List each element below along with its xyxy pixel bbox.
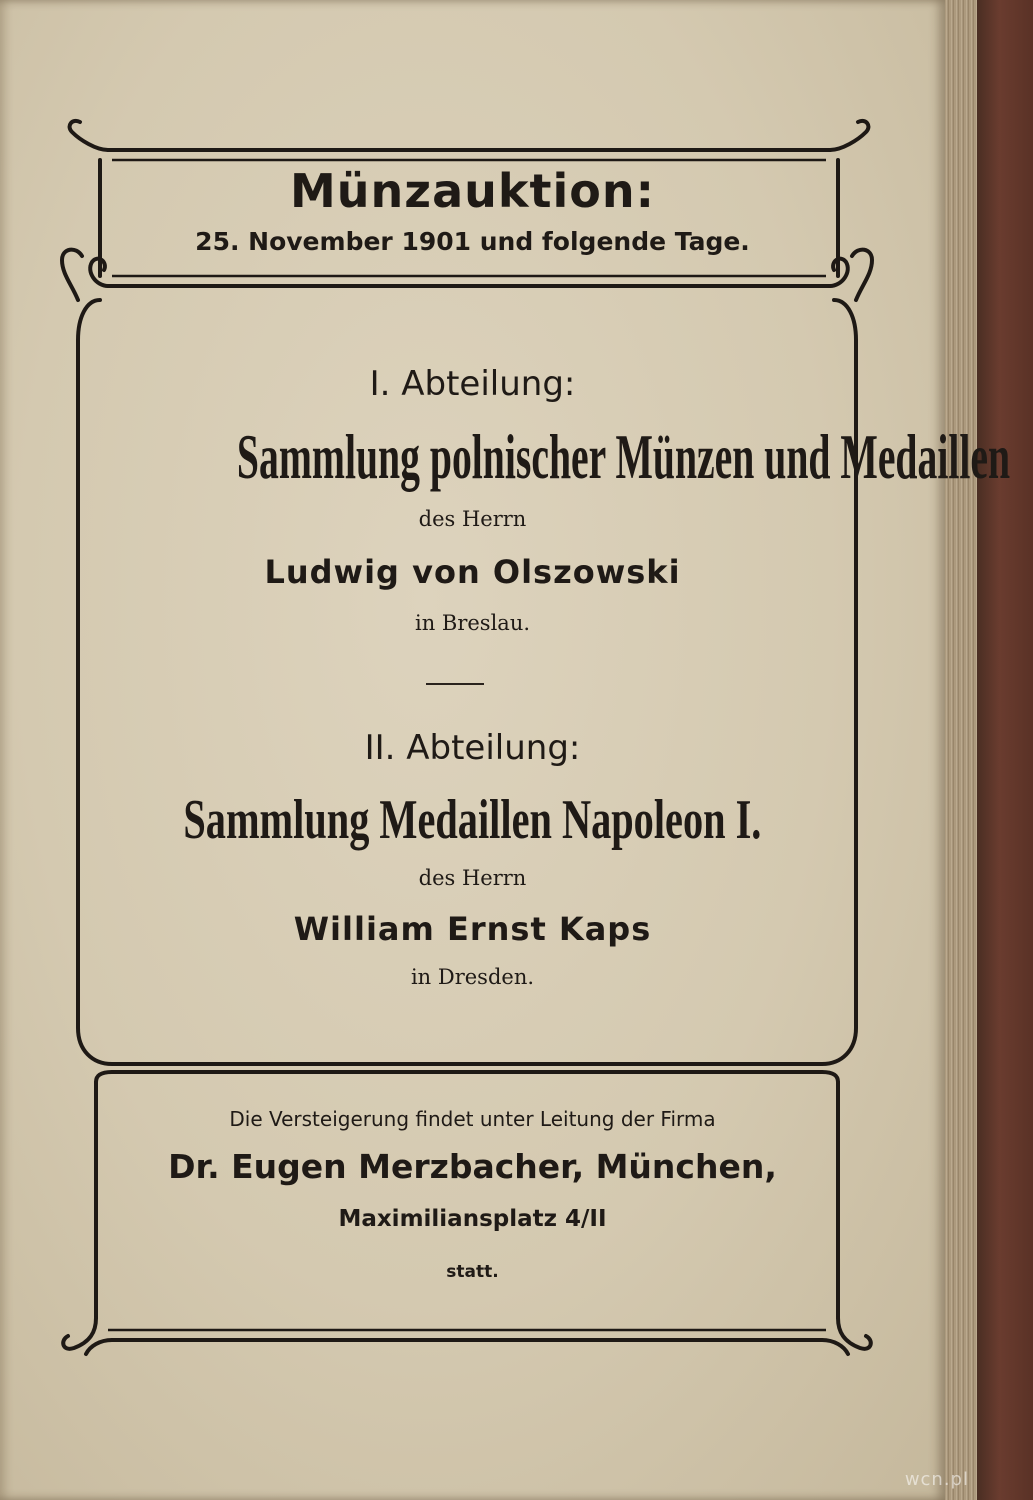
footer-firm: Dr. Eugen Merzbacher, München, bbox=[168, 1147, 777, 1186]
section2-owner-prefix: des Herrn bbox=[418, 866, 527, 890]
section2-owner: William Ernst Kaps bbox=[293, 910, 652, 948]
section2-collection-wrapper bbox=[0, 787, 945, 852]
footer-address: Maximiliansplatz 4/II bbox=[338, 1206, 607, 1232]
section2-collection: Sammlung Medaillen Napoleon I. bbox=[183, 789, 762, 851]
section1-heading: I. Abteilung: bbox=[369, 364, 576, 404]
book-cover bbox=[977, 0, 1033, 1500]
footer-intro: Die Versteigerung findet unter Leitung der Firma bbox=[229, 1107, 716, 1131]
section1-owner: Ludwig von Olszowski bbox=[264, 553, 681, 591]
section-divider bbox=[426, 683, 484, 685]
section1-collection: Sammlung polnischer Münzen und Medaillen bbox=[236, 421, 1011, 492]
section1-owner-prefix: des Herrn bbox=[418, 507, 527, 531]
section1-collection-wrapper bbox=[0, 420, 1011, 494]
auction-date: 25. November 1901 und folgende Tage. bbox=[195, 227, 750, 256]
page-stack-edge bbox=[945, 0, 977, 1500]
watermark-text: wcn.pl bbox=[904, 1469, 969, 1490]
footer-closing: statt. bbox=[446, 1262, 499, 1282]
auction-title: Münzauktion: bbox=[290, 164, 655, 218]
section2-heading: II. Abteilung: bbox=[364, 728, 581, 768]
section1-location: in Breslau. bbox=[414, 611, 531, 635]
section2-location: in Dresden. bbox=[410, 965, 535, 989]
